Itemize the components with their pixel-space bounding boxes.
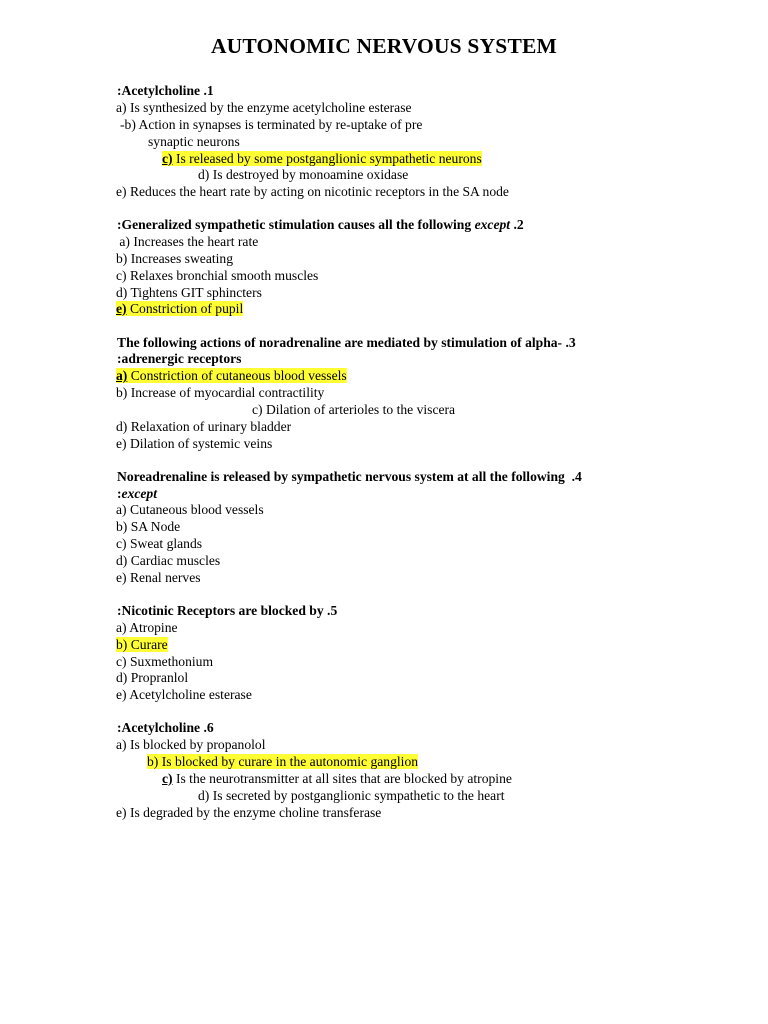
page-title: AUTONOMIC NERVOUS SYSTEM	[210, 34, 558, 58]
q4-option-d: d) Cardiac muscles	[116, 553, 221, 568]
q5-option-b	[116, 637, 168, 654]
q4-option-a: a) Cutaneous blood vessels	[116, 502, 264, 517]
option-text: Constriction of cutaneous blood vessels	[127, 368, 347, 383]
q1-option-d: d) Is destroyed by monoamine oxidase	[198, 167, 409, 182]
answer-highlight	[116, 301, 243, 316]
option-text: Is the neurotransmitter at all sites that are blocked by atropine	[172, 771, 512, 786]
q5-option-e: e) Acetylcholine esterase	[116, 687, 252, 702]
question-number: .2	[510, 217, 524, 232]
question-text: :	[117, 486, 122, 501]
q4-option-b: b) SA Node	[116, 519, 181, 534]
option-text: Constriction of pupil	[126, 301, 244, 316]
question-5: :Nicotinic Receptors are blocked by .5	[117, 603, 338, 618]
q2-option-b: b) Increases sweating	[116, 251, 234, 266]
q3-option-b: b) Increase of myocardial contractility	[116, 385, 325, 400]
q5-option-c: c) Suxmethonium	[116, 654, 214, 669]
q3-option-e: e) Dilation of systemic veins	[116, 436, 273, 451]
answer-highlight	[162, 151, 482, 166]
question-emphasis: except	[121, 486, 158, 501]
q6-option-c	[162, 771, 512, 788]
q1-option-b: -b) Action in synapses is terminated by re-uptake of pre	[120, 117, 423, 132]
q6-option-e: e) Is degraded by the enzyme choline transferase	[116, 805, 382, 820]
q6-option-a: a) Is blocked by propanolol	[116, 737, 266, 752]
q5-option-a: a) Atropine	[116, 620, 178, 635]
question-emphasis: except	[474, 217, 511, 232]
question-1: :Acetylcholine .1	[117, 83, 214, 98]
q1-option-e: e) Reduces the heart rate by acting on nicotinic receptors in the SA node	[116, 184, 509, 199]
answer-marker: c)	[162, 151, 173, 166]
q4-option-c: c) Sweat glands	[116, 536, 203, 551]
question-2	[117, 217, 524, 234]
answer-highlight: b) Curare	[116, 637, 168, 652]
answer-marker: a)	[116, 368, 128, 383]
question-6: :Acetylcholine .6	[117, 720, 214, 735]
answer-marker: e)	[116, 301, 127, 316]
q2-option-c: c) Relaxes bronchial smooth muscles	[116, 268, 319, 283]
q3-option-c: c) Dilation of arterioles to the viscera	[252, 402, 456, 417]
question-4-continued	[117, 486, 157, 503]
q2-option-d: d) Tightens GIT sphincters	[116, 285, 262, 300]
q2-option-e	[116, 301, 243, 318]
question-3-continued: :adrenergic receptors	[117, 351, 242, 366]
q1-option-b-continued: synaptic neurons	[148, 134, 240, 149]
answer-highlight: b) Is blocked by curare in the autonomic ganglion	[147, 754, 419, 769]
question-3: The following actions of noradrenaline are mediated by stimulation of alpha- .3	[117, 335, 576, 350]
q1-option-a: a) Is synthesized by the enzyme acetylcholine esterase	[116, 100, 412, 115]
answer-marker: c)	[162, 771, 173, 786]
q3-option-a	[116, 368, 347, 385]
answer-highlight	[116, 368, 347, 383]
q4-option-e: e) Renal nerves	[116, 570, 201, 585]
question-text: :Generalized sympathetic stimulation causes all the following	[117, 217, 475, 232]
question-4: Noreadrenaline is released by sympathetic nervous system at all the following .4	[117, 469, 582, 484]
q6-option-d: d) Is secreted by postganglionic sympathetic to the heart	[198, 788, 505, 803]
q5-option-d: d) Propranlol	[116, 670, 189, 685]
q1-option-c	[162, 151, 482, 168]
q3-option-d: d) Relaxation of urinary bladder	[116, 419, 292, 434]
q2-option-a: a) Increases the heart rate	[116, 234, 259, 249]
option-text: Is released by some postganglionic sympathetic neurons	[172, 151, 482, 166]
q6-option-b	[147, 754, 418, 771]
